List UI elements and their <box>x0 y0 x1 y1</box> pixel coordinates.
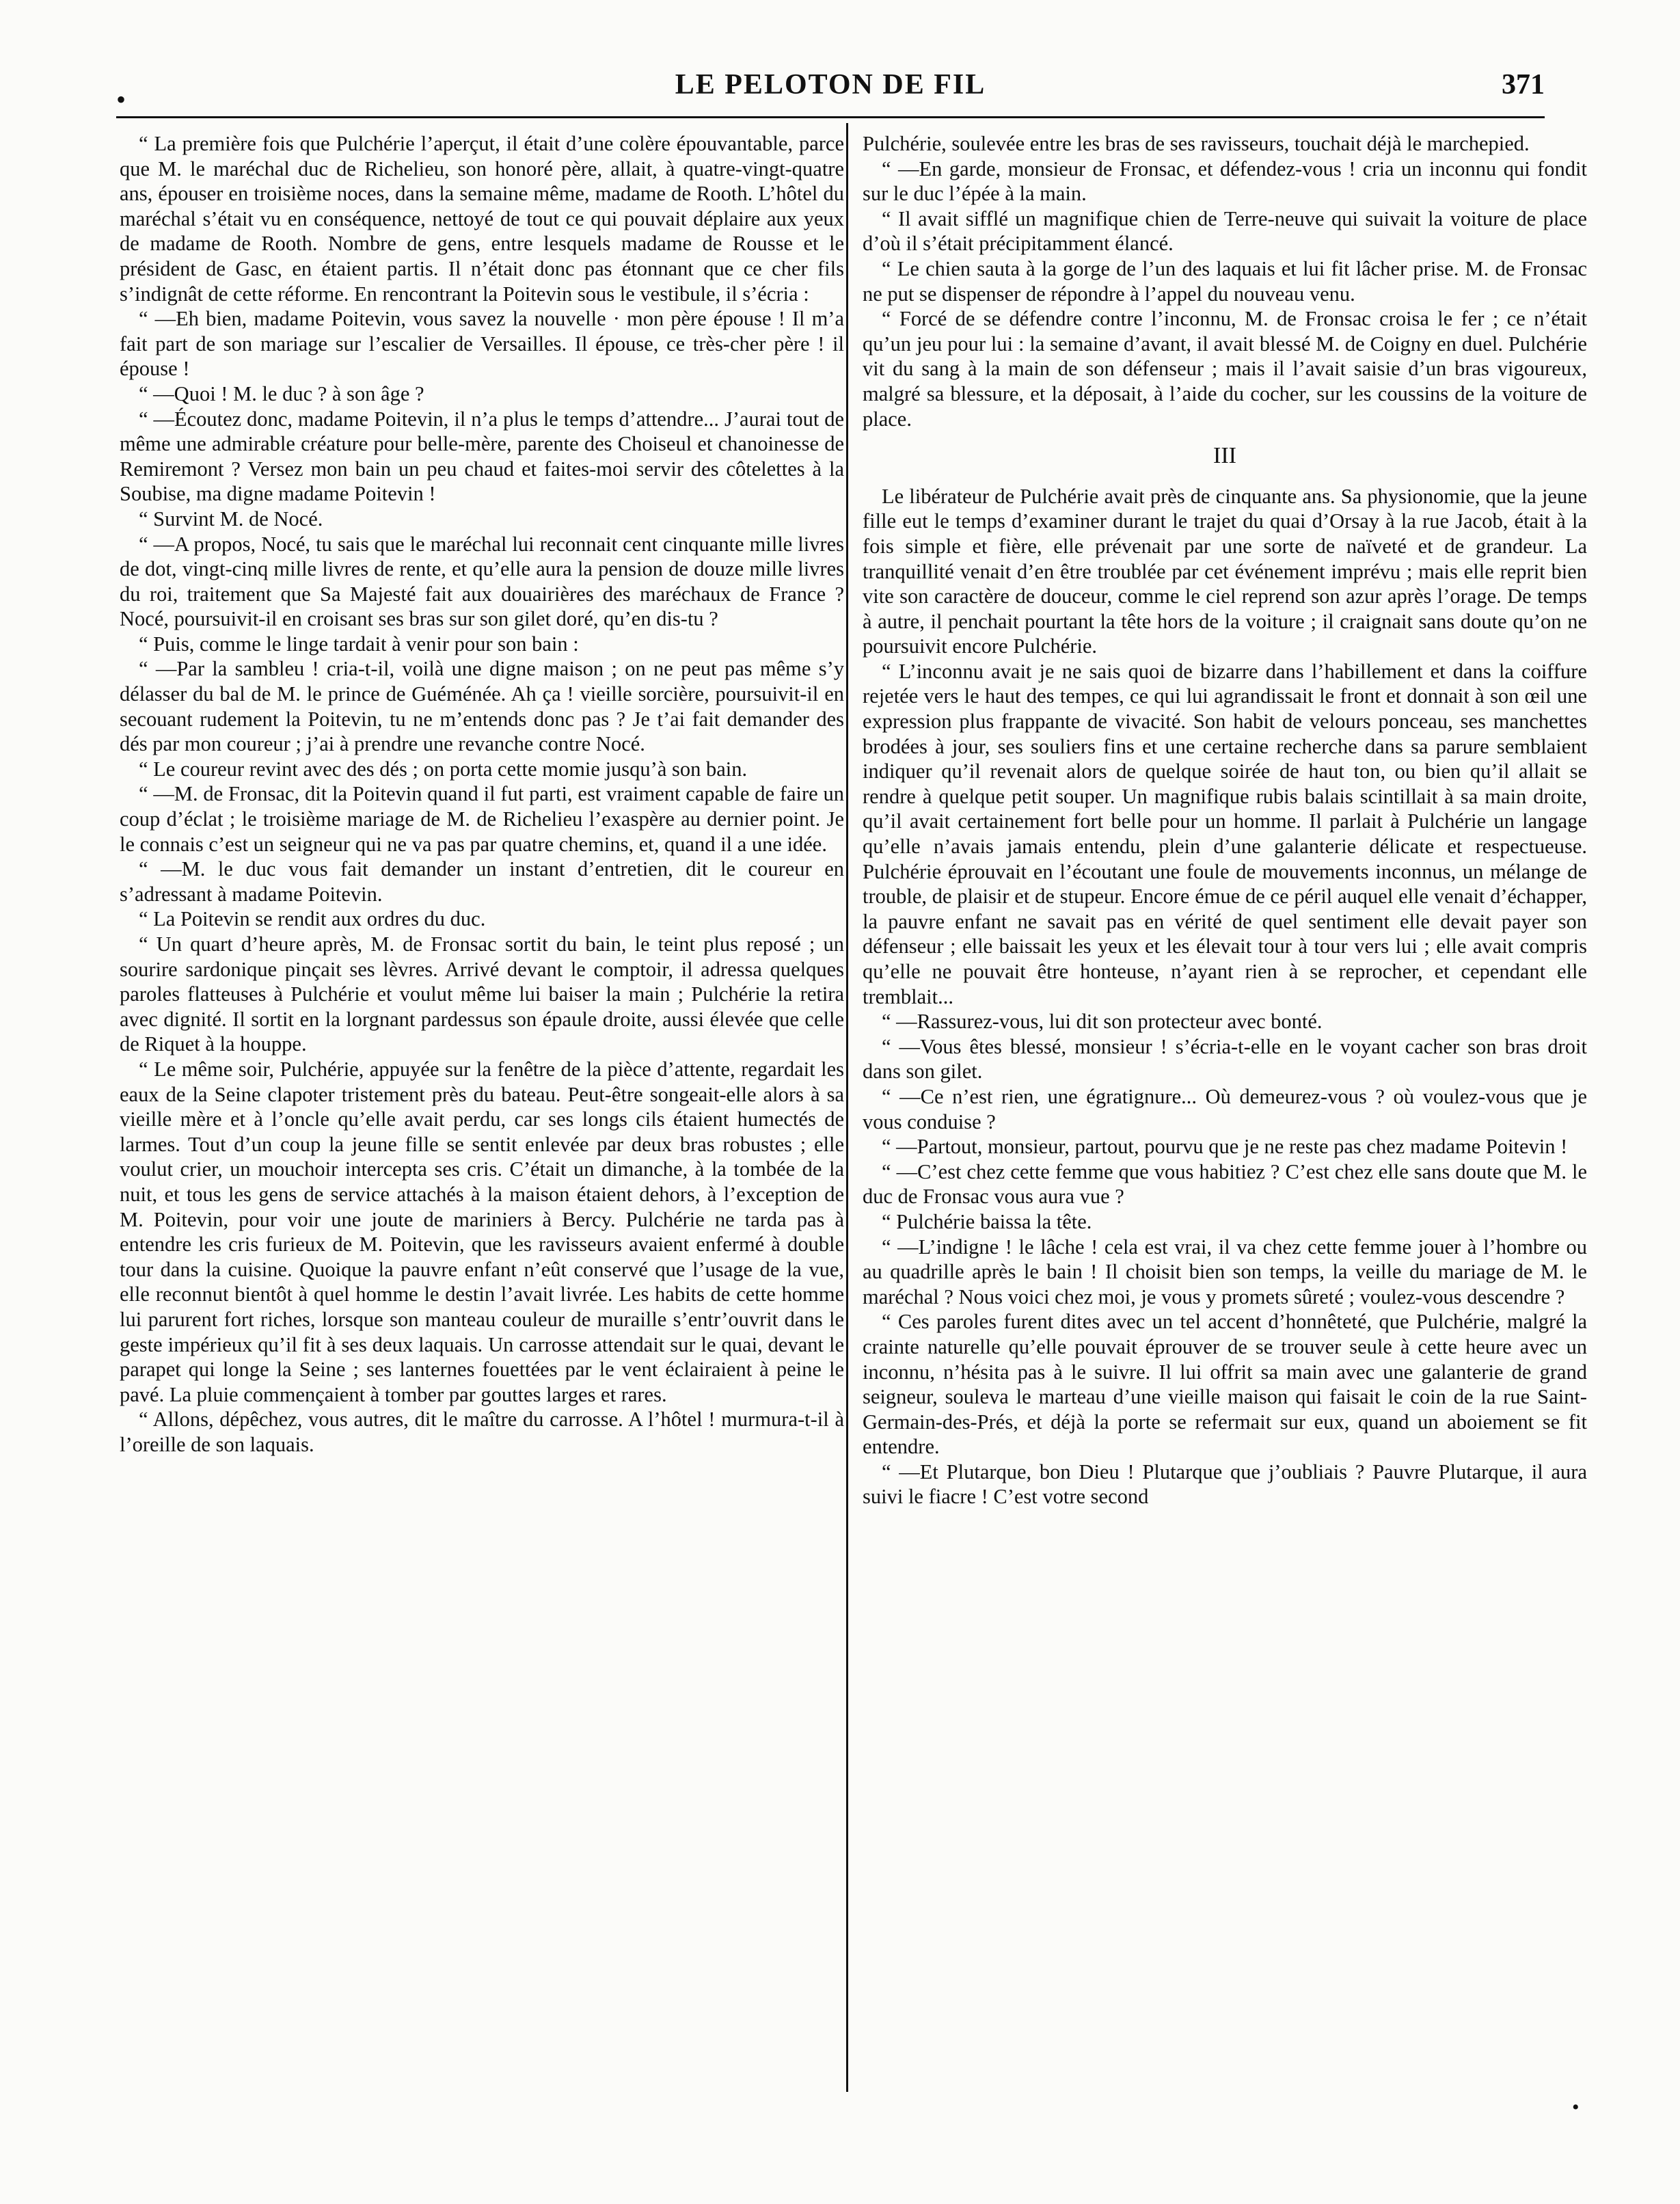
paragraph: Pulchérie, soulevée entre les bras de ses ravisseurs, touchait déjà le marchepied. <box>863 132 1530 155</box>
paragraph: “ Forcé de se défendre contre l’inconnu, M. de Fronsac croisa le fer ; ce n’était qu’un jeu pour lui : la semaine d’avant, il avait blessé M. de Coigny en duel. Pulchérie vit du sang à la main de son défenseur ; mais il l’avait saisie d’un bras vigoureux, malgré sa blessure, et la déposait, à l’aide du cocher, sur les coussins de la voiture de place. <box>863 307 1587 431</box>
page-header <box>116 68 1545 116</box>
paragraph: “ —Ce n’est rien, une égratignure... Où demeurez-vous ? où voulez-vous que je vous conduise ? <box>863 1084 1587 1133</box>
right-column <box>863 131 1587 1509</box>
paragraph: “ —M. le duc vous fait demander un instant d’entretien, dit le coureur en s’adressant à madame Poitevin. <box>120 857 844 906</box>
paragraph: “ Pulchérie baissa la tête. <box>882 1209 1092 1233</box>
paragraph: “ —Rassurez-vous, lui dit son protecteur avec bonté. <box>882 1010 1323 1034</box>
paragraph: “ —En garde, monsieur de Fronsac, et défendez-vous ! cria un inconnu qui fondit sur le duc l’épée à la main. <box>863 157 1587 206</box>
section-heading: III <box>1213 443 1236 469</box>
paragraph: “ —Quoi ! M. le duc ? à son âge ? <box>139 381 424 405</box>
paragraph: “ Il avait sifflé un magnifique chien de Terre-neuve qui suivait la voiture de place d’où il s’était précipitamment élancé. <box>863 206 1587 256</box>
paragraph: “ Le même soir, Pulchérie, appuyée sur la fenêtre de la pièce d’attente, regardait les eaux de la Seine clapoter tristement près du bateau. Peut-être songeait-elle alors à sa vieille mère et à l’oncle qu’elle avait perdu, car ses longs cils étaient humectés de larmes. Tout d’un coup la jeune fille se sentit enlevée par deux bras robustes ; elle voulut crier, un mouchoir intercepta ses cris. C’était un dimanche, à la tombée de la nuit, et tous les gens de service attachés à la maison étaient dehors, à l’exception de M. Poitevin, pour voir une joute de mariniers à Bercy. Pulchérie ne tarda pas à entendre les cris furieux de M. Poitevin, que les ravisseurs avaient enfermé à double tour dans la cuisine. Quoique la pauvre enfant n’eût conservé que l’usage de la vue, elle reconnut bientôt à quel homme le destin l’avait livrée. Les habits de cette homme lui parurent fort riches, lorsque son manteau couleur de muraille s’entr’ouvrit dans le geste impérieux qu’il fit à ses deux laquais. Un carrosse attendait sur le quai, devant le parapet qui longe la Seine ; ses lanternes fouettées par le vent éclairaient à peine le pavé. La pluie commençaient à tomber par gouttes larges et rares. <box>120 1057 844 1406</box>
paragraph: “ —L’indigne ! le lâche ! cela est vrai, il va chez cette femme jouer à l’hombre ou au quadrille après le bain ! Il choisit bien son temps, la veille du mariage de M. le maréchal ? Nous voici chez moi, je vous y promets sûreté ; voulez-vous descendre ? <box>863 1235 1587 1308</box>
running-title: LE PELOTON DE FIL <box>675 69 986 100</box>
paragraph: Le libérateur de Pulchérie avait près de cinquante ans. Sa physionomie, que la jeune fille eut le temps d’examiner durant le trajet du quai d’Orsay à la rue Jacob, était à la fois simple et fière, elle prévenait par une sorte de naïveté et de grandeur. La tranquillité venait d’en être troublée par cet événement imprévu ; mais elle reprit bien vite son caractère de douceur, comme le ciel reprend son azur après l’orage. De temps à autre, il penchait pourtant la tête hors de la voiture ; il craignait sans doute qu’on ne poursuivit encore Pulchérie. <box>863 484 1587 658</box>
paragraph: “ —Eh bien, madame Poitevin, vous savez la nouvelle · mon père épouse ! Il m’a fait part de son mariage sur l’escalier de Versailles. Il épouse, ce très-cher père ! il épouse ! <box>120 307 844 381</box>
paragraph: “ Survint M. de Nocé. <box>139 507 323 530</box>
column-divider <box>846 123 848 2092</box>
paragraph: “ Puis, comme le linge tardait à venir pour son bain : <box>139 632 579 656</box>
paragraph: “ —Partout, monsieur, partout, pourvu que je ne reste pas chez madame Poitevin ! <box>882 1135 1568 1159</box>
paragraph: “ L’inconnu avait je ne sais quoi de bizarre dans l’habillement et dans la coiffure rejetée vers le haut des tempes, ce qui lui agrandissait le front et donnait à son œil une expression plus frappante de vivacité. Son habit de velours ponceau, ses manchettes brodées à jour, ses souliers fins et une certaine recherche dans sa parure semblaient indiquer qu’il revenait alors de quelque soirée de haut ton, ou bien qu’il allait se rendre à quelque petit souper. Un magnifique rubis balais scintillait à sa main droite, qu’il avait certainement fort belle pour un homme. Il parlait à Pulchérie un langage qu’elle n’avais jamais entendu, plein d’une galanterie délicate et respectueuse. Pulchérie éprouvait en l’écoutant une foule de mouvements inconnus, un mélange de trouble, de plaisir et de stupeur. Encore émue de ce péril auquel elle venait d’échapper, la pauvre enfant ne savait pas en vérité de quel sentiment elle devait payer son défenseur ; elle baissait les yeux et les élevait tour à tour vers lui ; elle avait compris qu’elle ne pouvait être honteuse, n’ayant rien à se reprocher, et cependant elle tremblait... <box>863 659 1587 1008</box>
paragraph: “ —M. de Fronsac, dit la Poitevin quand il fut parti, est vraiment capable de faire un coup d’éclat ; le troisième mariage de M. de Richelieu l’exaspère au dernier point. Je le connais c’est un seigneur qui ne va pas par quatre chemins, et, quand il a une idée. <box>120 782 844 856</box>
header-rule <box>116 116 1545 118</box>
paragraph: “ La Poitevin se rendit aux ordres du duc. <box>139 907 486 931</box>
paragraph: “ Allons, dépêchez, vous autres, dit le maître du carrosse. A l’hôtel ! murmura-t-il à l’oreille de son laquais. <box>120 1408 844 1456</box>
paragraph: “ —Écoutez donc, madame Poitevin, il n’a plus le temps d’attendre... J’aurai tout de même une admirable créature pour belle-mère, parente des Choiseul et chanoinesse de Remiremont ? Versez mon bain un peu chaud et faites-moi servir des côtelettes à la Soubise, ma digne madame Poitevin ! <box>120 407 844 506</box>
paragraph: “ —Par la sambleu ! cria-t-il, voilà une digne maison ; on ne peut pas même s’y délasser du bal de M. le prince de Guéménée. Ah ça ! vieille sorcière, poursuivit-il en secouant rudement la Poitevin, tu ne m’entends donc pas ? Je t’ai fait demander des dés par mon coureur ; j’ai à prendre une revanche contre Nocé. <box>120 657 844 756</box>
footer-mark: • <box>1572 2096 1580 2119</box>
page-number: 371 <box>1502 69 1545 100</box>
paragraph: “ —A propos, Nocé, tu sais que le maréchal lui reconnait cent cinquante mille livres de dot, vingt-cinq mille livres de rente, et qu’elle aura la pension de douze mille livres du roi, traitement que Sa Majesté fait aux douairières des maréchaux de France ? Nocé, poursuivit-il en croisant ses bras sur son gilet doré, qu’en dis-tu ? <box>120 532 844 631</box>
paragraph: “ La première fois que Pulchérie l’aperçut, il était d’une colère épouvantable, parce que M. le maréchal duc de Richelieu, son honoré père, allait, à quatre-vingt-quatre ans, épouser en troisième noces, dans la semaine même, madame de Rooth. L’hôtel du maréchal s’était vu en conséquence, nettoyé de tout ce qui pouvait déplaire aux yeux de madame de Rooth. Nombre de gens, entre lesquels madame de Rousse et le président de Gasc, en étaient partis. Il n’était donc pas étonnant que ce cher fils s’indignât de cette réforme. En rencontrant la Poitevin sous le vestibule, il s’écria : <box>120 132 844 306</box>
paragraph: “ Le coureur revint avec des dés ; on porta cette momie jusqu’à son bain. <box>139 757 748 781</box>
paragraph: “ —C’est chez cette femme que vous habitiez ? C’est chez elle sans doute que M. le duc de Fronsac vous aura vue ? <box>863 1159 1587 1209</box>
paragraph: “ —Vous êtes blessé, monsieur ! s’écria-t-elle en le voyant cacher son bras droit dans son gilet. <box>863 1034 1587 1084</box>
header-bullet: • <box>116 84 126 115</box>
paragraph: “ Le chien sauta à la gorge de l’un des laquais et lui fit lâcher prise. M. de Fronsac ne put se dispenser de répondre à l’appel du nouveau venu. <box>863 256 1587 306</box>
paragraph: “ Ces paroles furent dites avec un tel accent d’honnêteté, que Pulchérie, malgré la crainte naturelle qu’elle pouvait éprouver de se trouver seule à cette heure avec un inconnu, n’hésita pas à le suivre. Il lui offrit sa main avec une galanterie de grand seigneur, souleva le marteau d’une vieille maison qui faisait le coin de la rue Saint-Germain-des-Prés, et déjà la porte se refermait sur eux, quand un aboiement se fit entendre. <box>863 1310 1587 1459</box>
paragraph: “ Un quart d’heure après, M. de Fronsac sortit du bain, le teint plus reposé ; un sourire sardonique pinçait ses lèvres. Arrivé devant le comptoir, il adressa quelques paroles flatteuses à Pulchérie et voulut même lui baiser la main ; Pulchérie la retira avec dignité. Il sortit en la lorgnant pardessus son épaule droite, aussi élevée que celle de Riquet à la houppe. <box>120 932 844 1056</box>
paragraph: “ —Et Plutarque, bon Dieu ! Plutarque que j’oubliais ? Pauvre Plutarque, il aura suivi le fiacre ! C’est votre second <box>863 1460 1587 1509</box>
left-column <box>120 131 844 1457</box>
